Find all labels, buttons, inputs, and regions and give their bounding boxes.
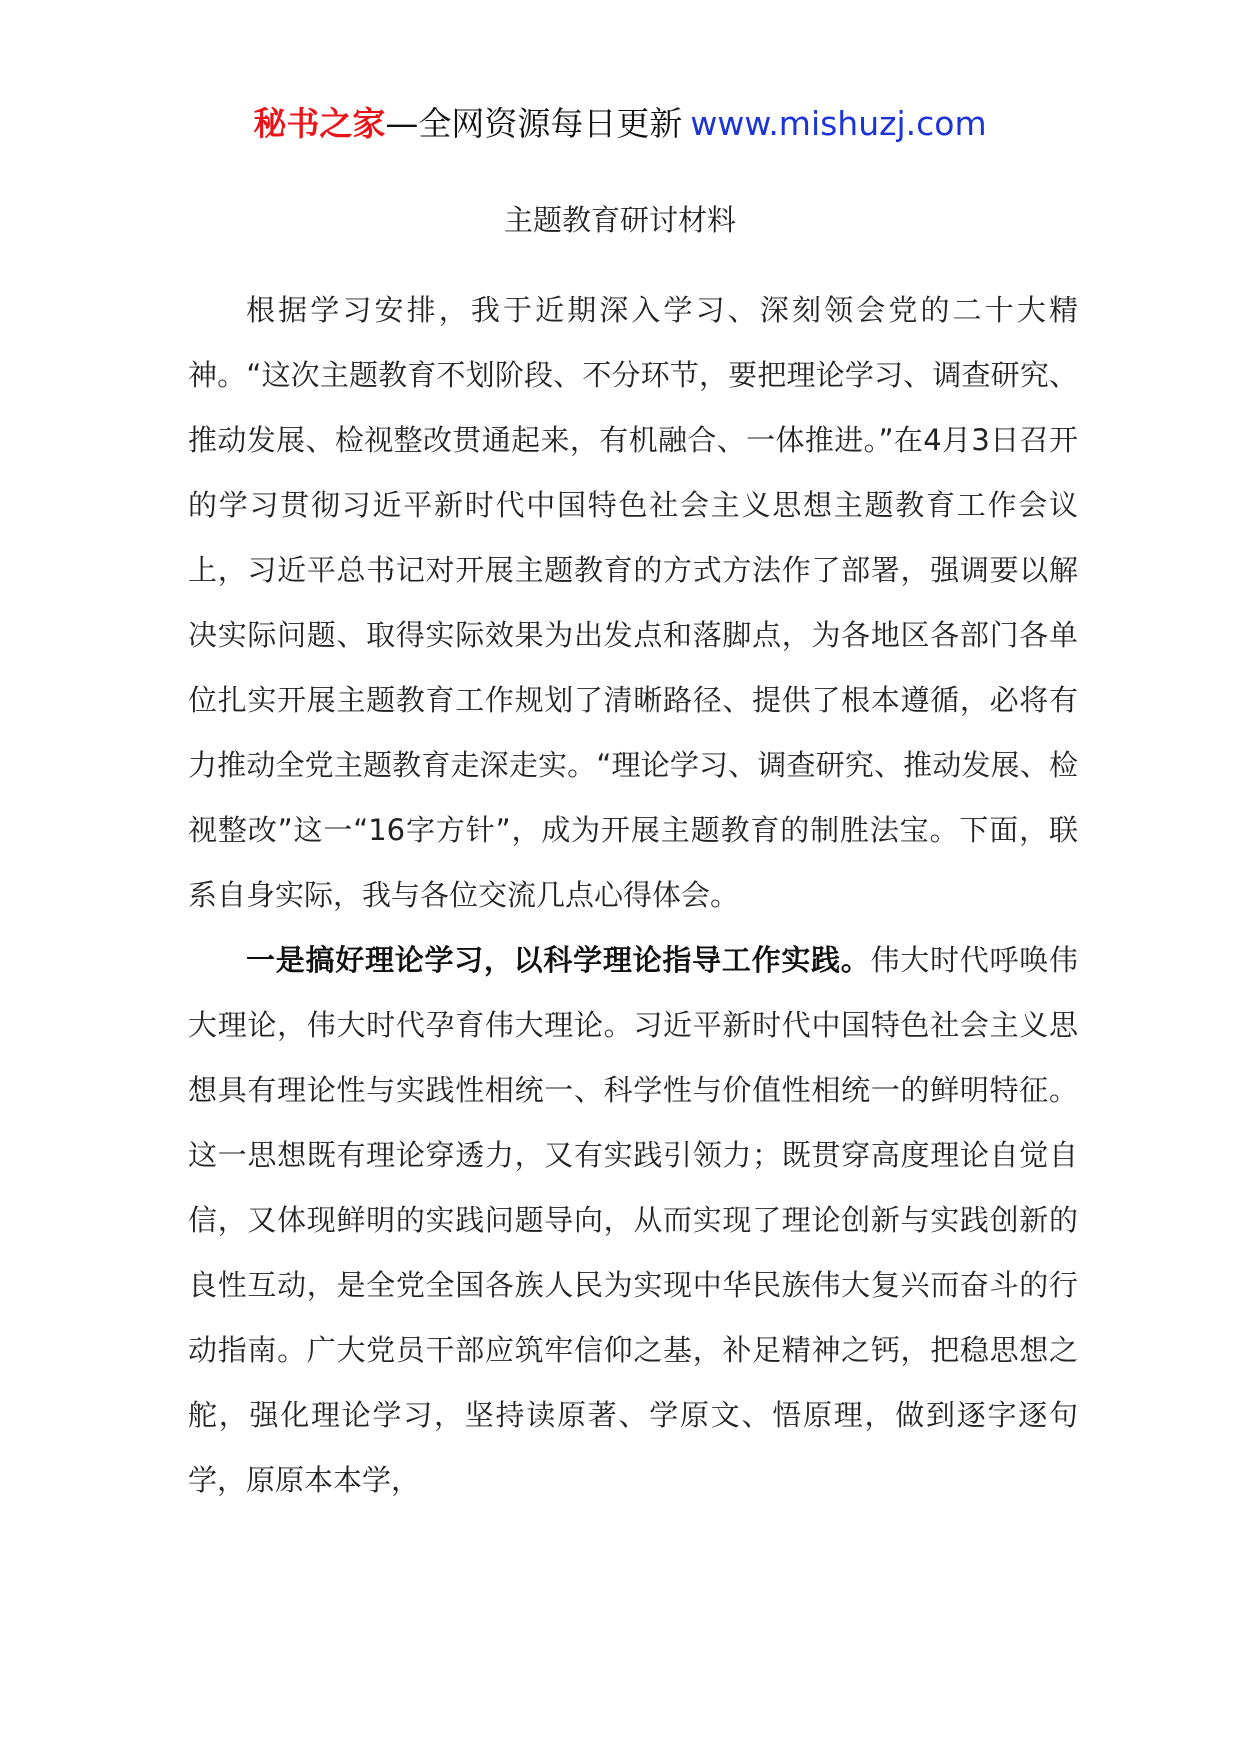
paragraph-point-one [188,928,1078,1513]
paragraph-text: 伟大时代呼唤伟大理论，伟大时代孕育伟大理论。习近平新时代中国特色社会主义思想具有理论性与实践性相统一、科学性与价值性相统一的鲜明特征。这一思想既有理论穿透力，又有实践引领力；既贯穿高度理论自觉自信，又体现鲜明的实践问题导向，从而实现了理论创新与实践创新的良性互动，是全党全国各族人民为实现中华民族伟大复兴而奋斗的行动指南。广大党员干部应筑牢信仰之基，补足精神之钙，把稳思想之舵，强化理论学习，坚持读原著、学原文、悟原理，做到逐字逐句学，原原本本学， [188,943,1078,1497]
website-link[interactable]: www.mishuzj.com [690,104,987,143]
paragraph-intro [188,278,1078,928]
brand-name: 秘书之家 [253,104,386,143]
page-header [0,100,1240,148]
paragraph-text: 根据学习安排，我于近期深入学习、深刻领会党的二十大精神。“这次主题教育不划阶段、不分环节，要把理论学习、调查研究、推动发展、检视整改贯通起来，有机融合、一体推进。”在4月3日召开的学习贯彻习近平新时代中国特色社会主义思想主题教育工作会议上，习近平总书记对开展主题教育的方式方法作了部署，强调要以解决实际问题、取得实际效果为出发点和落脚点，为各地区各部门各单位扎实开展主题教育工作规划了清晰路径、提供了根本遵循，必将有力推动全党主题教育走深走实。“理论学习、调查研究、推动发展、检视整改”这一“16字方针”，成为开展主题教育的制胜法宝。下面，联系自身实际，我与各位交流几点心得体会。 [188,293,1078,912]
document-body [188,278,1078,1513]
paragraph-lead: 一是搞好理论学习，以科学理论指导工作实践。 [246,943,871,977]
header-slogan: —全网资源每日更新 [385,104,683,143]
document-title: 主题教育研讨材料 [503,203,736,237]
